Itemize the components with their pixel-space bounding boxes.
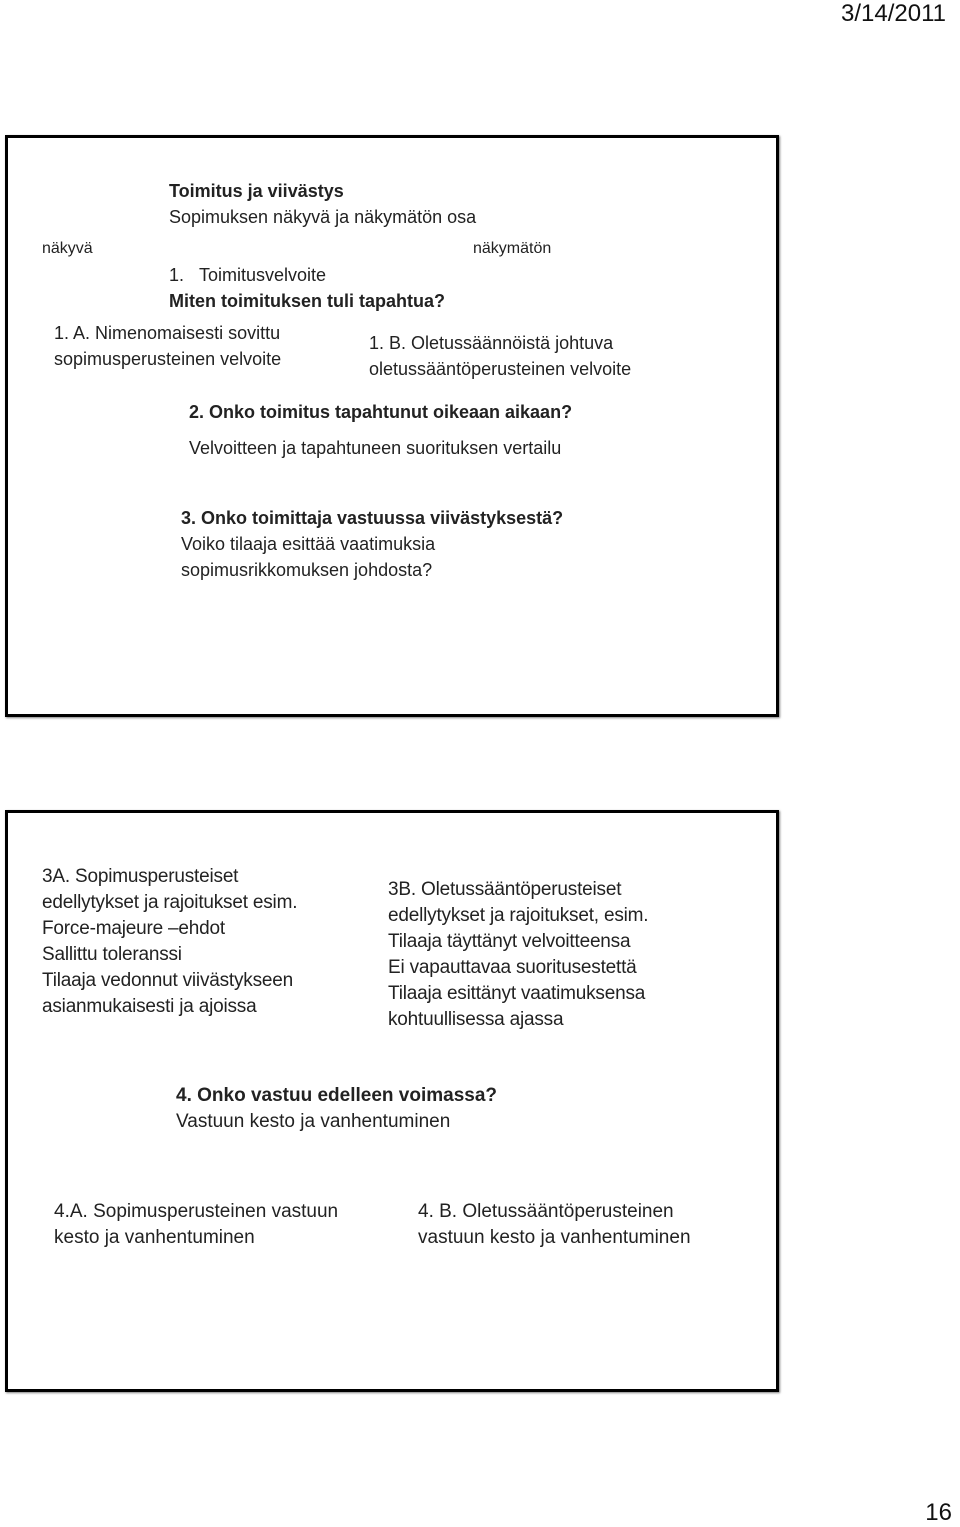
col-3a-line: 3A. Sopimusperusteiset — [42, 866, 239, 887]
item-4a-line-1: 4.A. Sopimusperusteinen vastuun — [54, 1201, 339, 1222]
item-2-text: Velvoitteen ja tapahtuneen suorituksen vertailu — [189, 438, 562, 458]
label-invisible: näkymätön — [473, 240, 552, 257]
col-3a-line: edellytykset ja rajoitukset esim. — [42, 892, 298, 913]
item-3-line-2: sopimusrikkomuksen johdosta? — [181, 560, 433, 580]
col-3b-line: Tilaaja esittänyt vaatimuksensa — [388, 983, 646, 1004]
slide-1-subtitle: Sopimuksen näkyvä ja näkymätön osa — [169, 207, 477, 227]
col-3b-line: edellytykset ja rajoitukset, esim. — [388, 905, 649, 926]
slide-1-title: Toimitus ja viivästys — [169, 181, 344, 201]
col-3a-line: Sallittu toleranssi — [42, 944, 182, 965]
item-1-label: 1. Toimitusvelvoite — [169, 265, 327, 285]
col-3b-line: kohtuullisessa ajassa — [388, 1009, 564, 1030]
item-1b-line-2: oletussääntöperusteinen velvoite — [369, 359, 632, 379]
col-3b-line: Tilaaja täyttänyt velvoitteensa — [388, 931, 631, 952]
item-2-question: 2. Onko toimitus tapahtunut oikeaan aikaan? — [189, 402, 573, 422]
col-3b-line: Ei vapauttavaa suoritusestettä — [388, 957, 637, 978]
item-3-question: 3. Onko toimittaja vastuussa viivästyksestä? — [181, 508, 564, 528]
page-number: 16 — [925, 1499, 952, 1526]
col-3b-line: 3B. Oletussääntöperusteiset — [388, 879, 622, 900]
item-4-question: 4. Onko vastuu edelleen voimassa? — [176, 1085, 498, 1106]
item-1-question: Miten toimituksen tuli tapahtua? — [169, 291, 446, 311]
slide-2 — [5, 810, 779, 1392]
item-1a-line-2: sopimusperusteinen velvoite — [54, 349, 282, 369]
item-3-line-1: Voiko tilaaja esittää vaatimuksia — [181, 534, 436, 554]
col-3a-line: Tilaaja vedonnut viivästykseen — [42, 970, 293, 991]
col-3a-line: asianmukaisesti ja ajoissa — [42, 996, 257, 1017]
header-date: 3/14/2011 — [841, 0, 946, 27]
slide-1 — [5, 135, 779, 717]
label-visible: näkyvä — [42, 240, 93, 257]
item-4a-line-2: kesto ja vanhentuminen — [54, 1227, 255, 1248]
item-1b-line-1: 1. B. Oletussäännöistä johtuva — [369, 333, 614, 353]
item-4b-line-1: 4. B. Oletussääntöperusteinen — [418, 1201, 674, 1222]
item-4-text: Vastuun kesto ja vanhentuminen — [176, 1111, 451, 1132]
item-1a-line-1: 1. A. Nimenomaisesti sovittu — [54, 323, 281, 343]
item-4b-line-2: vastuun kesto ja vanhentuminen — [418, 1227, 691, 1248]
col-3a-line: Force-majeure –ehdot — [42, 918, 225, 939]
